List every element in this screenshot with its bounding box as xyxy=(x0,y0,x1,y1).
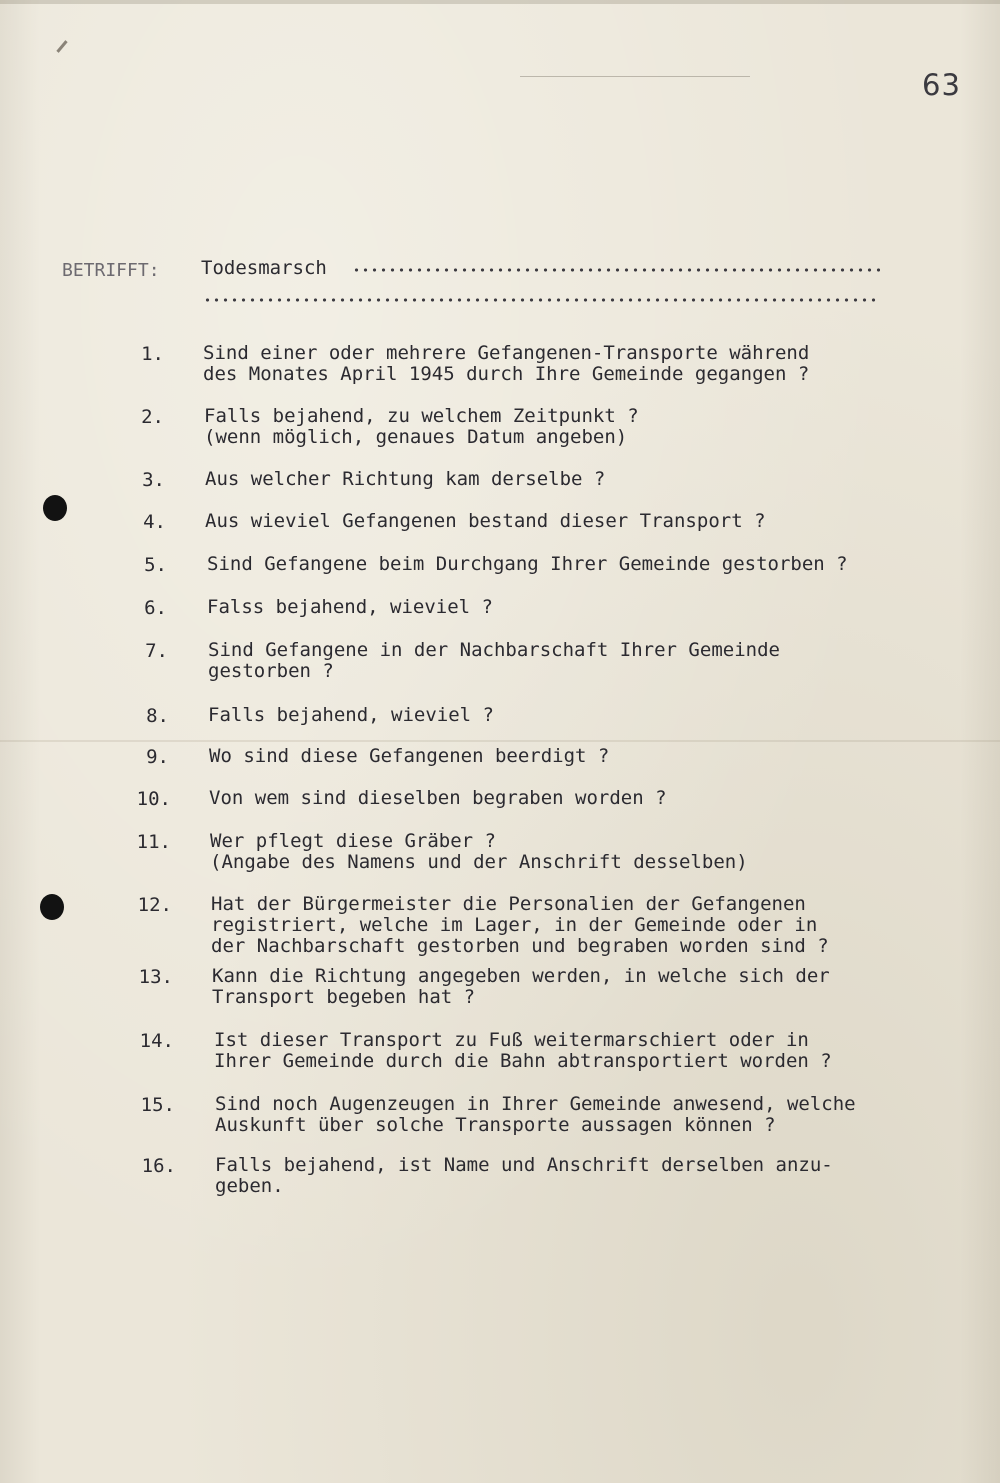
question-text xyxy=(208,640,780,682)
question-number: 4. xyxy=(143,511,166,533)
question-text xyxy=(210,831,748,873)
question-number: 2. xyxy=(141,406,164,428)
question-text-line: Aus welcher Richtung kam derselbe ? xyxy=(205,468,606,490)
question-text-line: (Angabe des Namens und der Anschrift desselben) xyxy=(210,851,748,873)
question-number: 1. xyxy=(141,343,164,365)
question-text xyxy=(211,894,829,957)
page-number: 63 xyxy=(922,68,961,102)
question-text-line: Falls bejahend, wieviel ? xyxy=(208,704,494,726)
question-text xyxy=(214,1030,832,1072)
question-text xyxy=(208,705,494,726)
question-text-line: Auskunft über solche Transporte aussagen können ? xyxy=(215,1114,776,1136)
question-text-line: Falss bejahend, wieviel ? xyxy=(207,596,493,618)
question-text-line: Sind noch Augenzeugen in Ihrer Gemeinde anwesend, welche xyxy=(215,1093,856,1115)
question-text xyxy=(203,343,809,385)
question-number: 15. xyxy=(140,1094,175,1116)
question-number: 3. xyxy=(142,469,165,491)
question-text xyxy=(215,1094,856,1136)
question-text xyxy=(212,966,830,1008)
question-text xyxy=(209,746,609,767)
question-number: 10. xyxy=(136,788,171,810)
dotted-fill-line-2 xyxy=(203,298,880,302)
punch-hole xyxy=(40,894,64,920)
question-text xyxy=(207,597,493,618)
top-edge-shadow xyxy=(0,0,1000,4)
question-number: 14. xyxy=(139,1030,174,1052)
question-text-line: Ist dieser Transport zu Fuß weitermarschiert oder in xyxy=(214,1029,809,1051)
question-text-line: Aus wieviel Gefangenen bestand dieser Transport ? xyxy=(205,510,766,532)
dotted-fill-line-1 xyxy=(352,268,880,272)
question-number: 16. xyxy=(141,1155,176,1177)
ink-speck xyxy=(56,40,67,53)
question-text-line: (wenn möglich, genaues Datum angeben) xyxy=(204,426,628,448)
subject-label: BETRIFFT: xyxy=(62,260,160,281)
question-text-line: Ihrer Gemeinde durch die Bahn abtransportiert worden ? xyxy=(214,1050,832,1072)
question-text xyxy=(209,788,667,809)
question-text-line: geben. xyxy=(215,1175,284,1197)
question-text-line: Falls bejahend, ist Name und Anschrift derselben anzu- xyxy=(215,1154,833,1176)
question-number: 7. xyxy=(145,640,168,662)
question-text-line: Falls bejahend, zu welchem Zeitpunkt ? xyxy=(204,405,639,427)
question-text-line: Hat der Bürgermeister die Personalien der Gefangenen xyxy=(211,893,806,915)
question-text-line: Wer pflegt diese Gräber ? xyxy=(210,830,496,852)
question-text-line: der Nachbarschaft gestorben und begraben worden sind ? xyxy=(211,935,829,957)
question-text-line: gestorben ? xyxy=(208,660,334,682)
question-text-line: Kann die Richtung angegeben werden, in welche sich der xyxy=(212,965,830,987)
question-number: 12. xyxy=(137,894,172,916)
question-number: 13. xyxy=(138,966,173,988)
question-number: 8. xyxy=(146,705,169,727)
question-text-line: Transport begeben hat ? xyxy=(212,986,476,1008)
subject-value: Todesmarsch xyxy=(201,257,327,279)
question-text-line: registriert, welche im Lager, in der Gemeinde oder in xyxy=(211,914,818,936)
fold-line xyxy=(0,740,1000,742)
question-text xyxy=(205,511,766,532)
question-number: 6. xyxy=(144,597,167,619)
faint-rule xyxy=(520,76,750,77)
question-text xyxy=(207,554,848,575)
question-text xyxy=(215,1155,833,1197)
question-text xyxy=(204,406,639,448)
question-text-line: Sind Gefangene in der Nachbarschaft Ihrer Gemeinde xyxy=(208,639,780,661)
question-text-line: Von wem sind dieselben begraben worden ? xyxy=(209,787,667,809)
question-text-line: Sind Gefangene beim Durchgang Ihrer Gemeinde gestorben ? xyxy=(207,553,848,575)
question-text-line: Wo sind diese Gefangenen beerdigt ? xyxy=(209,745,610,767)
question-number: 11. xyxy=(136,831,171,853)
question-number: 9. xyxy=(146,746,169,768)
question-text xyxy=(205,469,605,490)
punch-hole xyxy=(43,495,67,521)
question-text-line: des Monates April 1945 durch Ihre Gemeinde gegangen ? xyxy=(203,363,810,385)
question-text-line: Sind einer oder mehrere Gefangenen-Transporte während xyxy=(203,342,810,364)
question-number: 5. xyxy=(144,554,167,576)
